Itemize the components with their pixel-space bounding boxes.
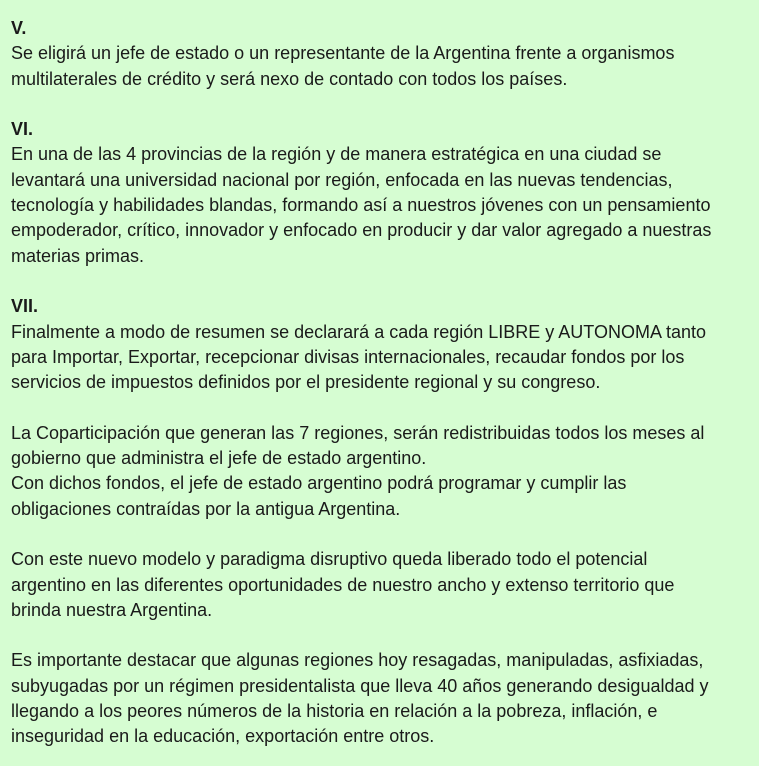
section-v xyxy=(11,16,753,92)
section-nuevo-modelo xyxy=(11,547,753,623)
section-heading: VI. xyxy=(11,119,34,140)
paragraph: Con dichos fondos, el jefe de estado argentino podrá programar y cumplir las obligaciones contraídas por la antigua Argentina. xyxy=(11,473,627,519)
paragraph: Se eligirá un jefe de estado o un representante de la Argentina frente a organismos multilaterales de crédito y será nexo de contado con todos los países. xyxy=(11,43,675,89)
section-heading: V. xyxy=(11,18,27,38)
section-heading: VII. xyxy=(11,296,39,317)
section-importante xyxy=(11,648,753,749)
paragraph: En una de las 4 provincias de la región y de manera estratégica en una ciudad se levantará una universidad nacional por región, enfocada en las nuevas tendencias, tecnología y habilidades blandas, formando así a nuestros jóvenes con un pensamiento empoderador, crítico, innovador y enfocado en producir y dar valor agregado a nuestras materias primas. xyxy=(11,144,712,266)
paragraph: Finalmente a modo de resumen se declarará a cada región LIBRE y AUTONOMA tanto para Importar, Exportar, recepcionar divisas internacionales, recaudar fondos por los servicios de impuestos definidos por el presidente regional y su congreso. xyxy=(11,321,707,393)
paragraph: La Coparticipación que generan las 7 regiones, serán redistribuidas todos los meses al gobierno que administra el jefe de estado argentino. xyxy=(11,422,705,469)
paragraph: Es importante destacar que algunas regiones hoy resagadas, manipuladas, asfixiadas, subyugadas por un régimen presidentalista que lleva 40 años generando desigualdad y llegando a los peores números de la historia en relación a la pobreza, inflación, e inseguridad en la educación, exportación entre otros. xyxy=(11,650,709,747)
paragraph: Con este nuevo modelo y paradigma disruptivo queda liberado todo el potencial argentino en las diferentes oportunidades de nuestro ancho y extenso territorio que brinda nuestra Argentina. xyxy=(11,549,675,620)
section-vi xyxy=(11,117,753,269)
section-coparticipacion xyxy=(11,421,753,522)
section-vii xyxy=(11,294,753,395)
